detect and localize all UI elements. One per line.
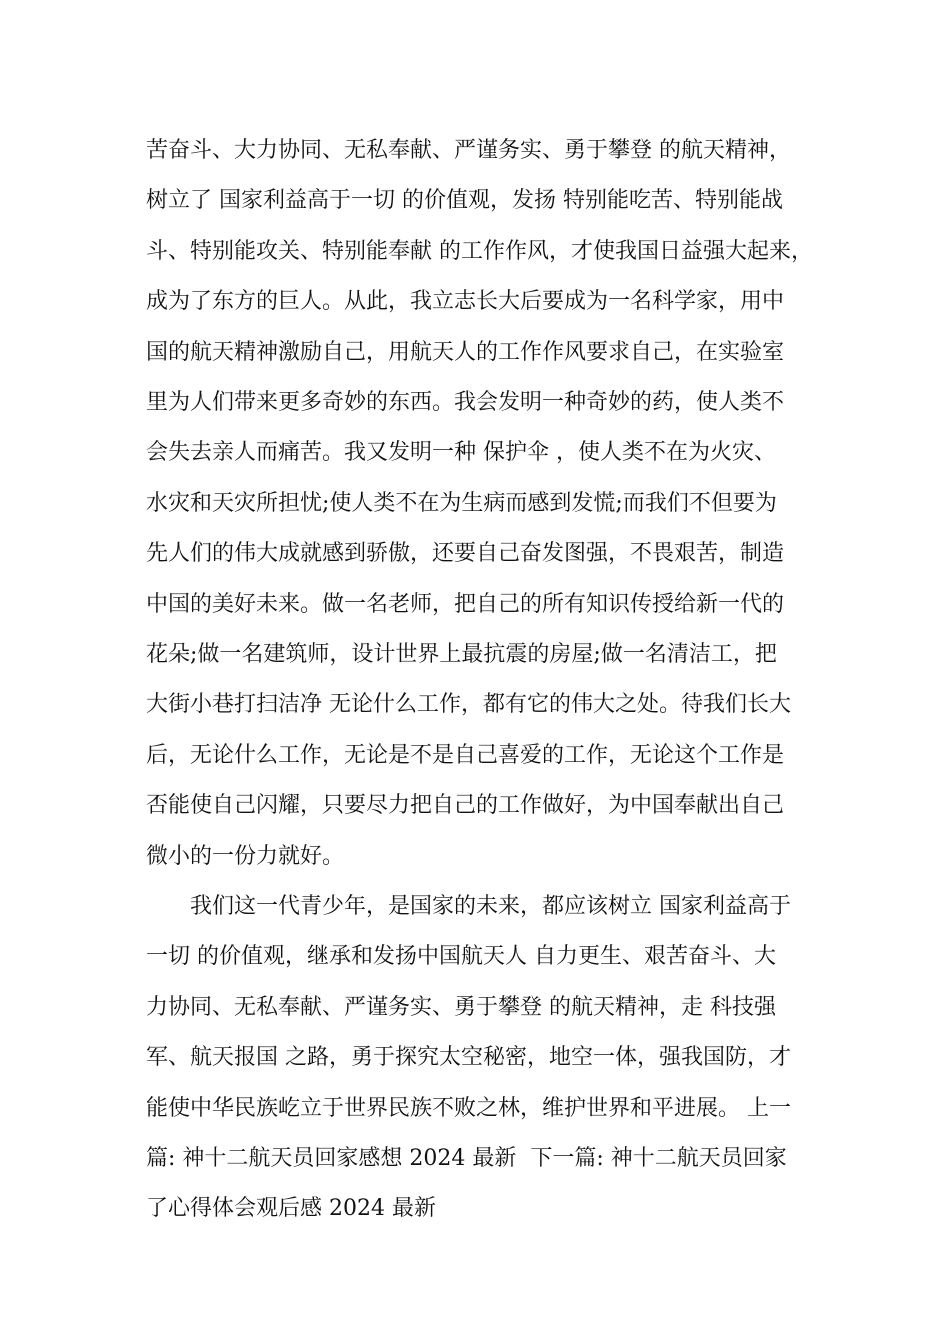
- paragraph-2-line-6: 篇: 神十二航天员回家感想 2024 最新 下一篇: 神十二航天员回家: [146, 1146, 787, 1171]
- paragraph-2-line-2: 一切 的价值观，继承和发扬中国航天人 自力更生、艰苦奋斗、大: [146, 944, 776, 969]
- paragraph-1-line-1: 苦奋斗、大力协同、无私奉献、严谨务实、勇于攀登 的航天精神，: [146, 138, 791, 163]
- paragraph-1-line-10: 中国的美好未来。做一名老师，把自己的所有知识传授给新一代的: [146, 592, 785, 617]
- paragraph-1-line-15: 微小的一份力就好。: [146, 844, 345, 869]
- paragraph-1-line-11: 花朵;做一名建筑师，设计世界上最抗震的房屋;做一名清洁工，把: [146, 642, 777, 667]
- paragraph-2-line-3: 力协同、无私奉献、严谨务实、勇于攀登 的航天精神，走 科技强: [146, 995, 776, 1020]
- paragraph-1-line-4: 成为了东方的巨人。从此，我立志长大后要成为一名科学家，用中: [146, 289, 785, 314]
- paragraph-1-line-13: 后，无论什么工作，无论是不是自己喜爱的工作，无论这个工作是: [146, 743, 785, 768]
- paragraph-2-line-4: 军、航天报国 之路，勇于探究太空秘密，地空一体，强我国防，才: [146, 1045, 791, 1070]
- paragraph-1-line-3: 斗、特别能攻关、特别能奉献 的工作作风，才使我国日益强大起来，: [146, 239, 813, 264]
- paragraph-1-line-5: 国的航天精神激励自己，用航天人的工作作风要求自己，在实验室: [146, 340, 785, 365]
- paragraph-1-line-2: 树立了 国家利益高于一切 的价值观，发扬 特别能吃苦、特别能战: [146, 188, 783, 213]
- paragraph-1-line-8: 水灾和天灾所担忧;使人类不在为生病而感到发慌;而我们不但要为: [146, 491, 777, 516]
- paragraph-1-line-14: 否能使自己闪耀，只要尽力把自己的工作做好，为中国奉献出自己: [146, 793, 785, 818]
- paragraph-1-line-6: 里为人们带来更多奇妙的东西。我会发明一种奇妙的药，使人类不: [146, 390, 785, 415]
- paragraph-2-line-1: 我们这一代青少年，是国家的未来，都应该树立 国家利益高于: [190, 894, 791, 919]
- paragraph-2-line-5: 能使中华民族屹立于世界民族不败之林，维护世界和平进展。 上一: [146, 1096, 791, 1121]
- paragraph-1-line-12: 大街小巷打扫洁净 无论什么工作，都有它的伟大之处。待我们长大: [146, 692, 791, 717]
- paragraph-1-line-7: 会失去亲人而痛苦。我又发明一种 保护伞 ，使人类不在为火灾、: [146, 440, 776, 465]
- paragraph-1-line-9: 先人们的伟大成就感到骄傲，还要自己奋发图强，不畏艰苦，制造: [146, 541, 785, 566]
- paragraph-2-line-7: 了心得体会观后感 2024 最新: [146, 1196, 436, 1221]
